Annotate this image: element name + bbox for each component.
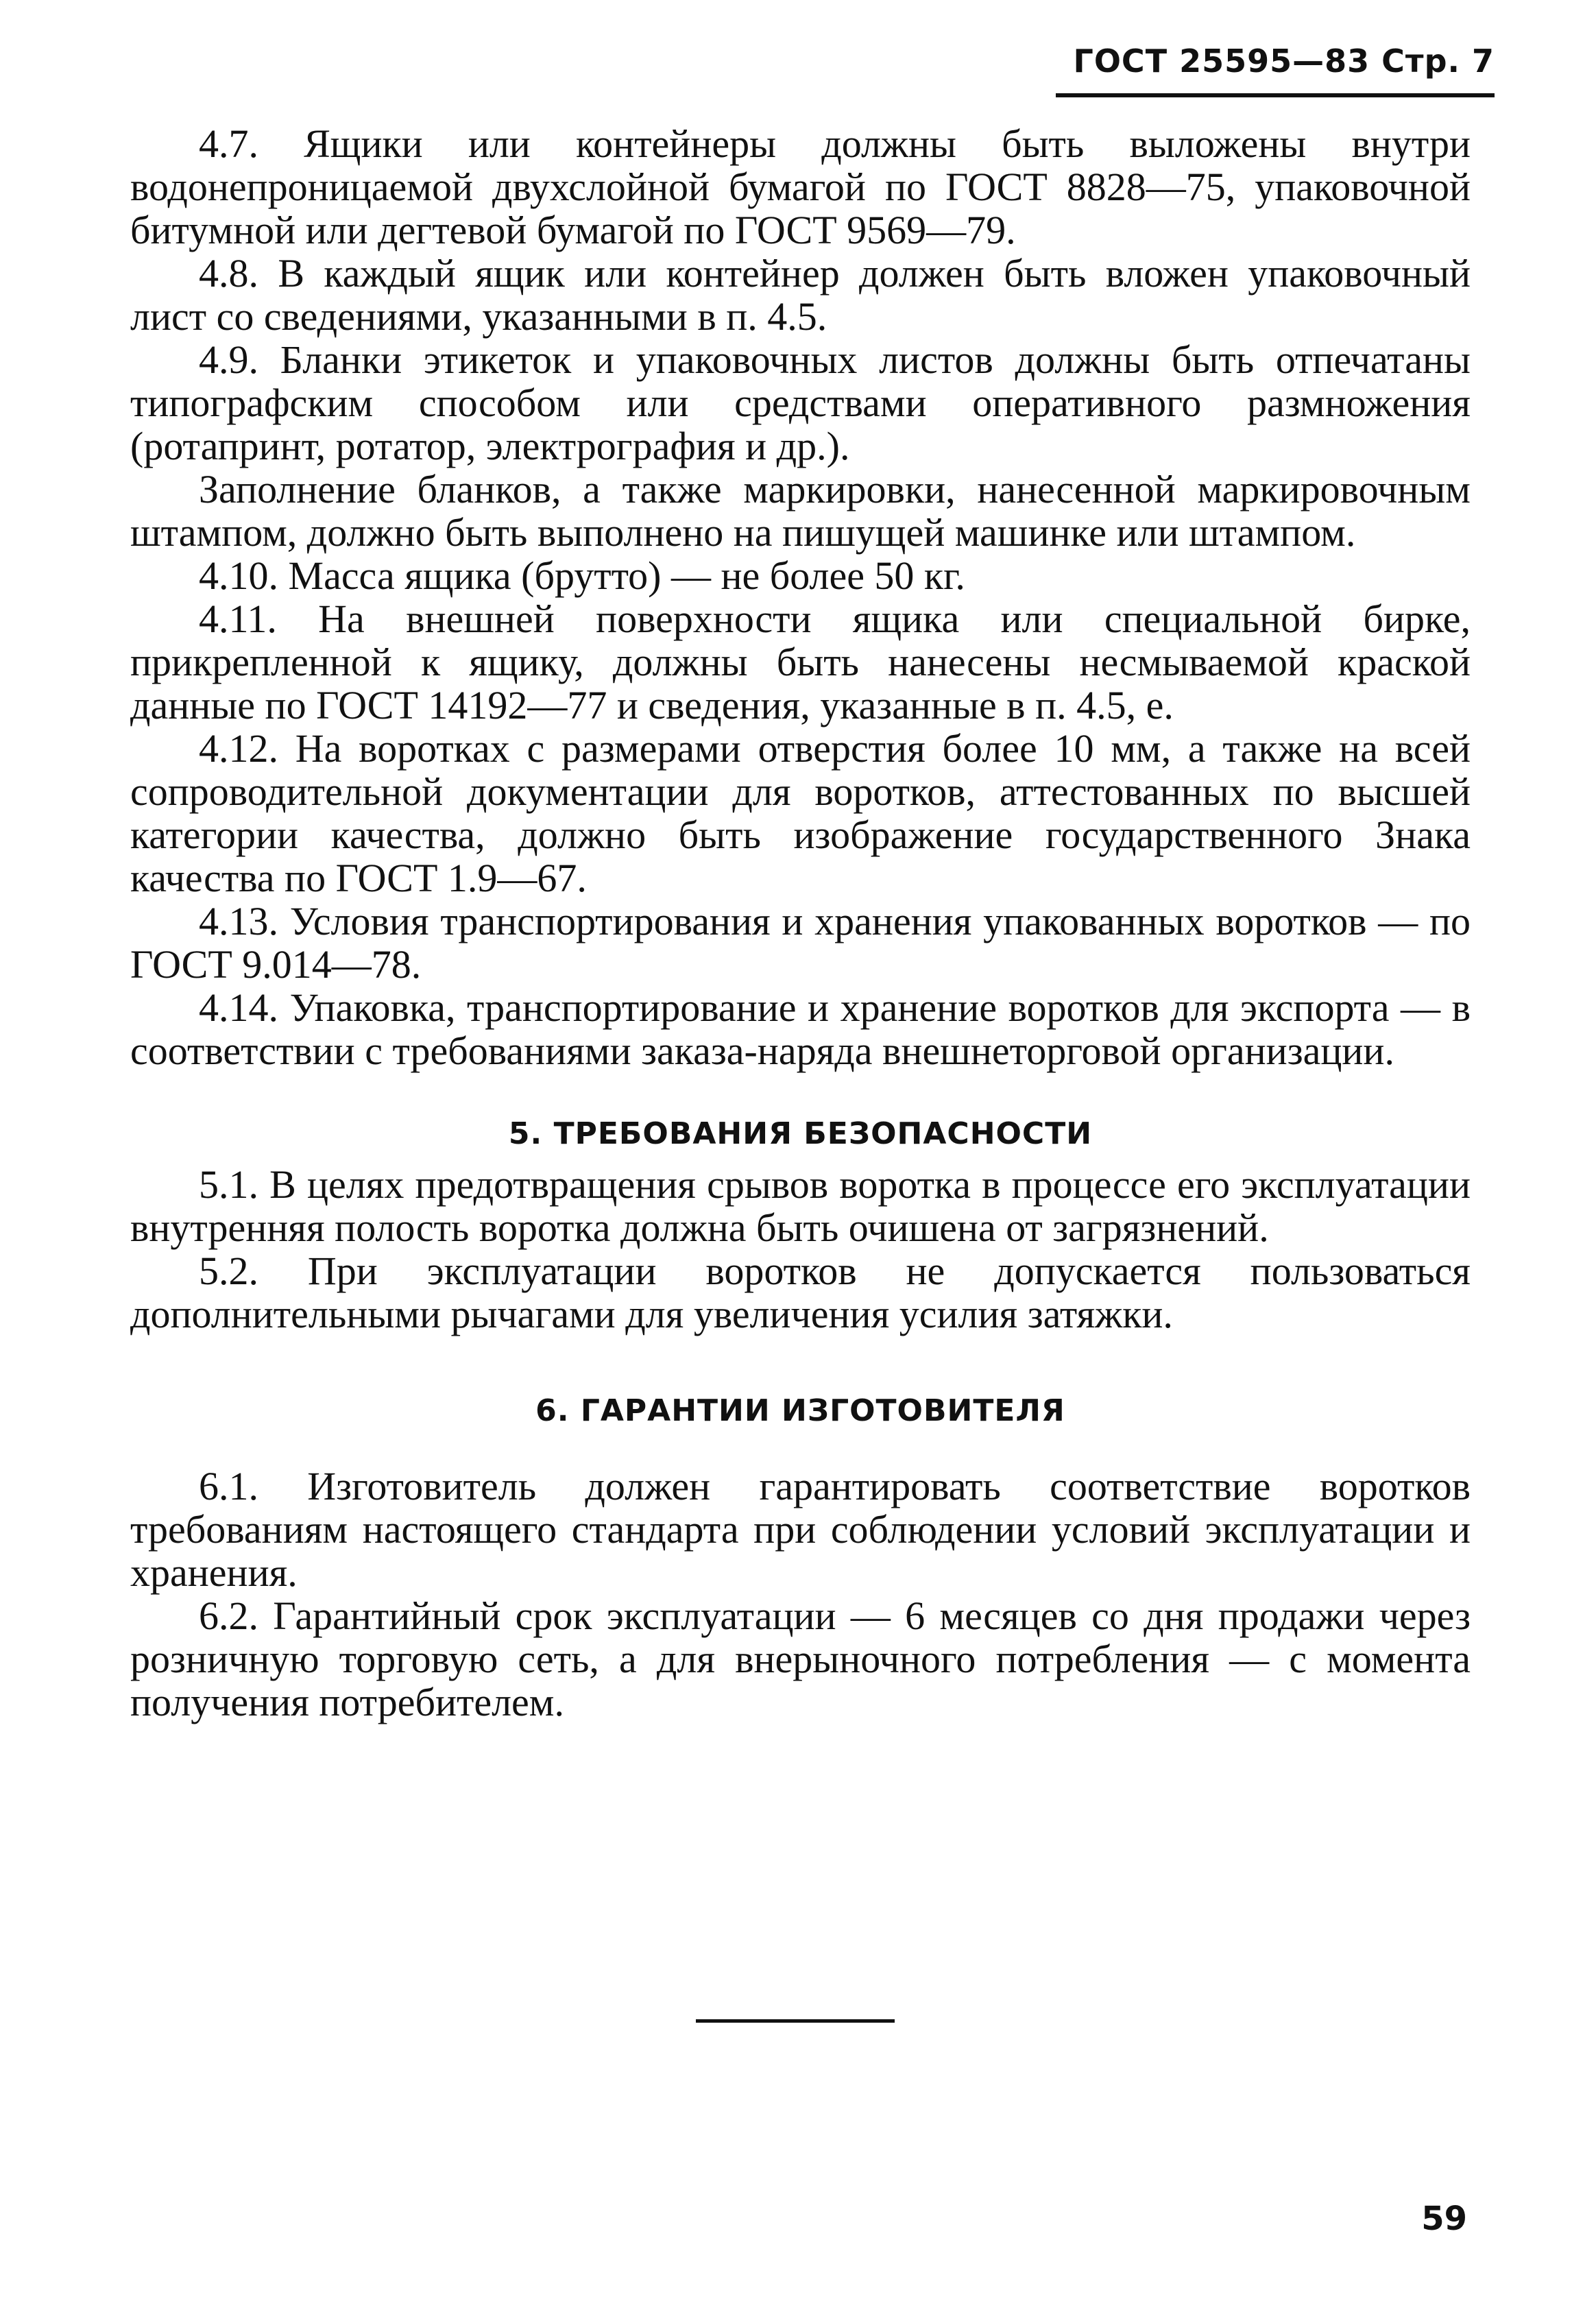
paragraph-4-12: 4.12. На воротках с размерами отверстия более 10 мм, а также на всей сопроводительной документации для воротков, аттестованных по высшей категории качества, должно быть изображение государственного Знака качества по ГОСТ 1.9—67. bbox=[130, 726, 1471, 900]
paragraph-4-11: 4.11. На внешней поверхности ящика или специальной бирке, прикрепленной к ящику, должны быть нанесены несмываемой краской данные по ГОСТ 14192—77 и сведения, указанные в п. 4.5, е. bbox=[130, 597, 1471, 727]
end-rule bbox=[696, 2019, 895, 2023]
page-number: 59 bbox=[1421, 2200, 1467, 2238]
body-text bbox=[130, 122, 1471, 1724]
paragraph-4-9: 4.9. Бланки этикеток и упаковочных листов должны быть отпечатаны типографским способом или средствами оперативного размножения (ротапринт, ротатор, электрография и др.). bbox=[130, 337, 1471, 468]
paragraph-6-1: 6.1. Изготовитель должен гарантировать соответствие воротков требованиям настоящего стандарта при соблюдении условий эксплуатации и хранения. bbox=[130, 1464, 1471, 1595]
paragraph-5-1: 5.1. В целях предотвращения срывов воротка в процессе его эксплуатации внутренняя полость воротка должна быть очишена от загрязнений. bbox=[130, 1162, 1471, 1250]
paragraph-4-9-continuation: Заполнение бланков, а также маркировки, нанесенной маркировочным штампом, должно быть выполнено на пишущей машинке или штампом. bbox=[130, 467, 1471, 555]
paragraph-4-14: 4.14. Упаковка, транспортирование и хранение воротков для экспорта — в соответствии с требованиями заказа-наряда внешнеторговой организации. bbox=[130, 985, 1471, 1073]
header-rule bbox=[1056, 93, 1495, 97]
paragraph-4-13: 4.13. Условия транспортирования и хранения упакованных воротков — по ГОСТ 9.014—78. bbox=[130, 899, 1471, 987]
section-5-title: 5. ТРЕБОВАНИЯ БЕЗОПАСНОСТИ bbox=[508, 1116, 1093, 1151]
paragraph-4-8: 4.8. В каждый ящик или контейнер должен быть вложен упаковочный лист со сведениями, указанными в п. 4.5. bbox=[130, 251, 1471, 339]
running-header: ГОСТ 25595—83 Стр. 7 bbox=[1073, 43, 1495, 80]
section-6-title: 6. ГАРАНТИИ ИЗГОТОВИТЕЛЯ bbox=[535, 1393, 1065, 1428]
paragraph-6-2: 6.2. Гарантийный срок эксплуатации — 6 месяцев со дня продажи через розничную торговую сеть, а для внерыночного потребления — с момента получения потребителем. bbox=[130, 1593, 1471, 1724]
paragraph-4-7: 4.7. Ящики или контейнеры должны быть выложены внутри водонепроницаемой двухслойной бумагой по ГОСТ 8828—75, упаковочной битумной или дегтевой бумагой по ГОСТ 9569—79. bbox=[130, 121, 1471, 252]
paragraph-4-10: 4.10. Масса ящика (брутто) — не более 50 кг. bbox=[199, 553, 965, 598]
paragraph-5-2: 5.2. При эксплуатации воротков не допускается пользоваться дополнительными рычагами для увеличения усилия затяжки. bbox=[130, 1249, 1471, 1336]
